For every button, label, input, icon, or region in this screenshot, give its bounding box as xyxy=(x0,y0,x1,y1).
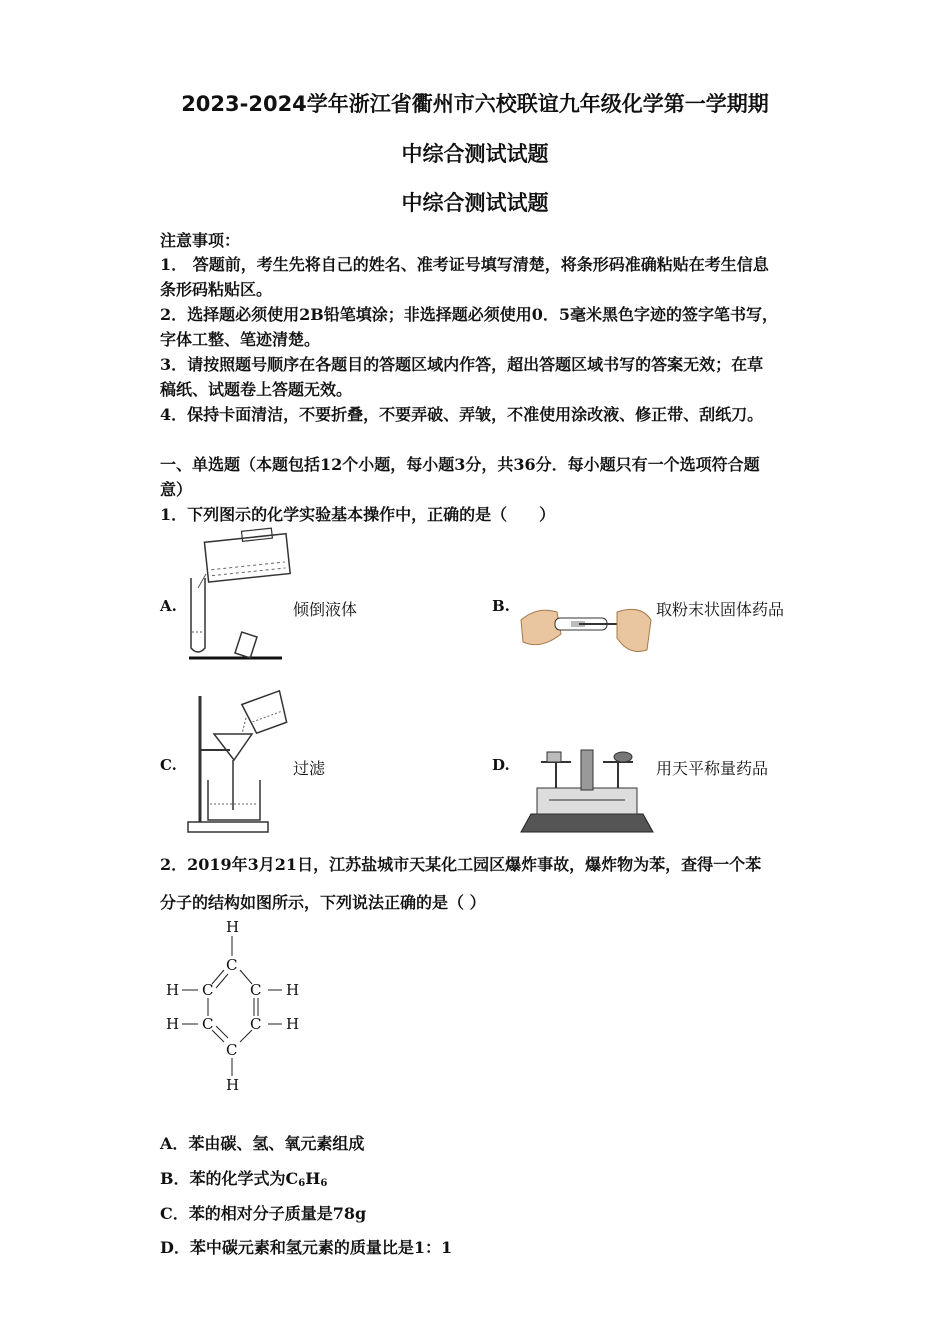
notice-item-1-cont: 条形码粘贴区。 xyxy=(160,280,273,299)
option-b-label: 取粉末状固体药品 xyxy=(656,600,785,619)
option-a-letter: A. xyxy=(160,597,177,615)
atom-c-bottom: C xyxy=(226,1041,238,1059)
option-a-label: 倾倒液体 xyxy=(293,600,358,619)
question-2-stem: 2．2019年3月21日，江苏盐城市天某化工园区爆炸事故，爆炸物为苯，查得一个苯 xyxy=(160,855,762,874)
exam-title-line2: 中综合测试试题 xyxy=(401,142,549,166)
option-c-label: 过滤 xyxy=(293,759,326,778)
option-b-sub-hydrogen: 6 xyxy=(320,1178,328,1189)
section-heading-cont: 意） xyxy=(160,480,193,499)
atom-h-top: H xyxy=(226,918,240,936)
option-c-letter: C. xyxy=(160,756,177,774)
filtration-illustration xyxy=(186,688,294,836)
atom-h-lower-right: H xyxy=(286,1015,300,1033)
option-b-letter: B. xyxy=(492,597,510,615)
atom-c-top: C xyxy=(226,956,238,974)
atom-h-upper-left: H xyxy=(166,981,180,999)
atom-c-upper-right: C xyxy=(250,981,262,999)
atom-h-bottom: H xyxy=(226,1076,240,1094)
exam-title-line1: 2023-2024学年浙江省衢州市六校联谊九年级化学第一学期期 xyxy=(181,92,769,116)
notice-item-4: 4．保持卡面清洁，不要折叠，不要弄破、弄皱，不准使用涂改液、修正带、刮纸刀。 xyxy=(160,405,764,424)
notice-item-1: 1． 答题前，考生先将自己的姓名、准考证号填写清楚，将条形码准确粘贴在考生信息 xyxy=(160,255,769,274)
notice-item-3-cont: 稿纸、试题卷上答题无效。 xyxy=(160,380,353,399)
benzene-bonds xyxy=(160,918,310,1098)
section-heading: 一、单选题（本题包括12个小题，每小题3分，共36分．每小题只有一个选项符合题 xyxy=(160,455,760,474)
atom-h-lower-left: H xyxy=(166,1015,180,1033)
exam-title-line3: 中综合测试试题 xyxy=(401,191,549,215)
question-1-stem: 1．下列图示的化学实验基本操作中，正确的是（ ） xyxy=(160,505,556,524)
option-b-sub-carbon: 6 xyxy=(298,1178,306,1189)
option-d-letter: D. xyxy=(492,756,510,774)
question-2-option-d: D．苯中碳元素和氢元素的质量比是1：1 xyxy=(160,1238,453,1257)
atom-h-upper-right: H xyxy=(286,981,300,999)
notice-item-3: 3．请按照题号顺序在各题目的答题区域内作答，超出答题区域书写的答案无效；在草 xyxy=(160,355,764,374)
notice-item-2: 2．选择题必须使用2B铅笔填涂；非选择题必须使用0．5毫米黑色字迹的签字笔书写， xyxy=(160,305,779,324)
option-d-label: 用天平称量药品 xyxy=(656,759,769,778)
option-b-hydrogen: H xyxy=(305,1169,321,1188)
question-2-option-a: A．苯由碳、氢、氧元素组成 xyxy=(160,1134,365,1153)
notice-item-2-cont: 字体工整、笔迹清楚。 xyxy=(160,330,321,349)
question-2-option-b xyxy=(160,1166,327,1189)
balance-scale-illustration xyxy=(519,742,655,834)
question-2-stem-cont: 分子的结构如图所示，下列说法正确的是（ ） xyxy=(160,893,486,912)
atom-c-lower-left: C xyxy=(202,1015,214,1033)
atom-c-lower-right: C xyxy=(250,1015,262,1033)
option-b-text: B．苯的化学式为C xyxy=(160,1169,299,1188)
atom-c-upper-left: C xyxy=(202,981,214,999)
powder-sampling-illustration xyxy=(517,598,655,658)
notice-heading: 注意事项： xyxy=(160,231,241,250)
pouring-liquid-illustration xyxy=(186,530,298,662)
question-2-option-c: C．苯的相对分子质量是78g xyxy=(160,1204,367,1223)
benzene-structure-diagram xyxy=(160,918,310,1098)
